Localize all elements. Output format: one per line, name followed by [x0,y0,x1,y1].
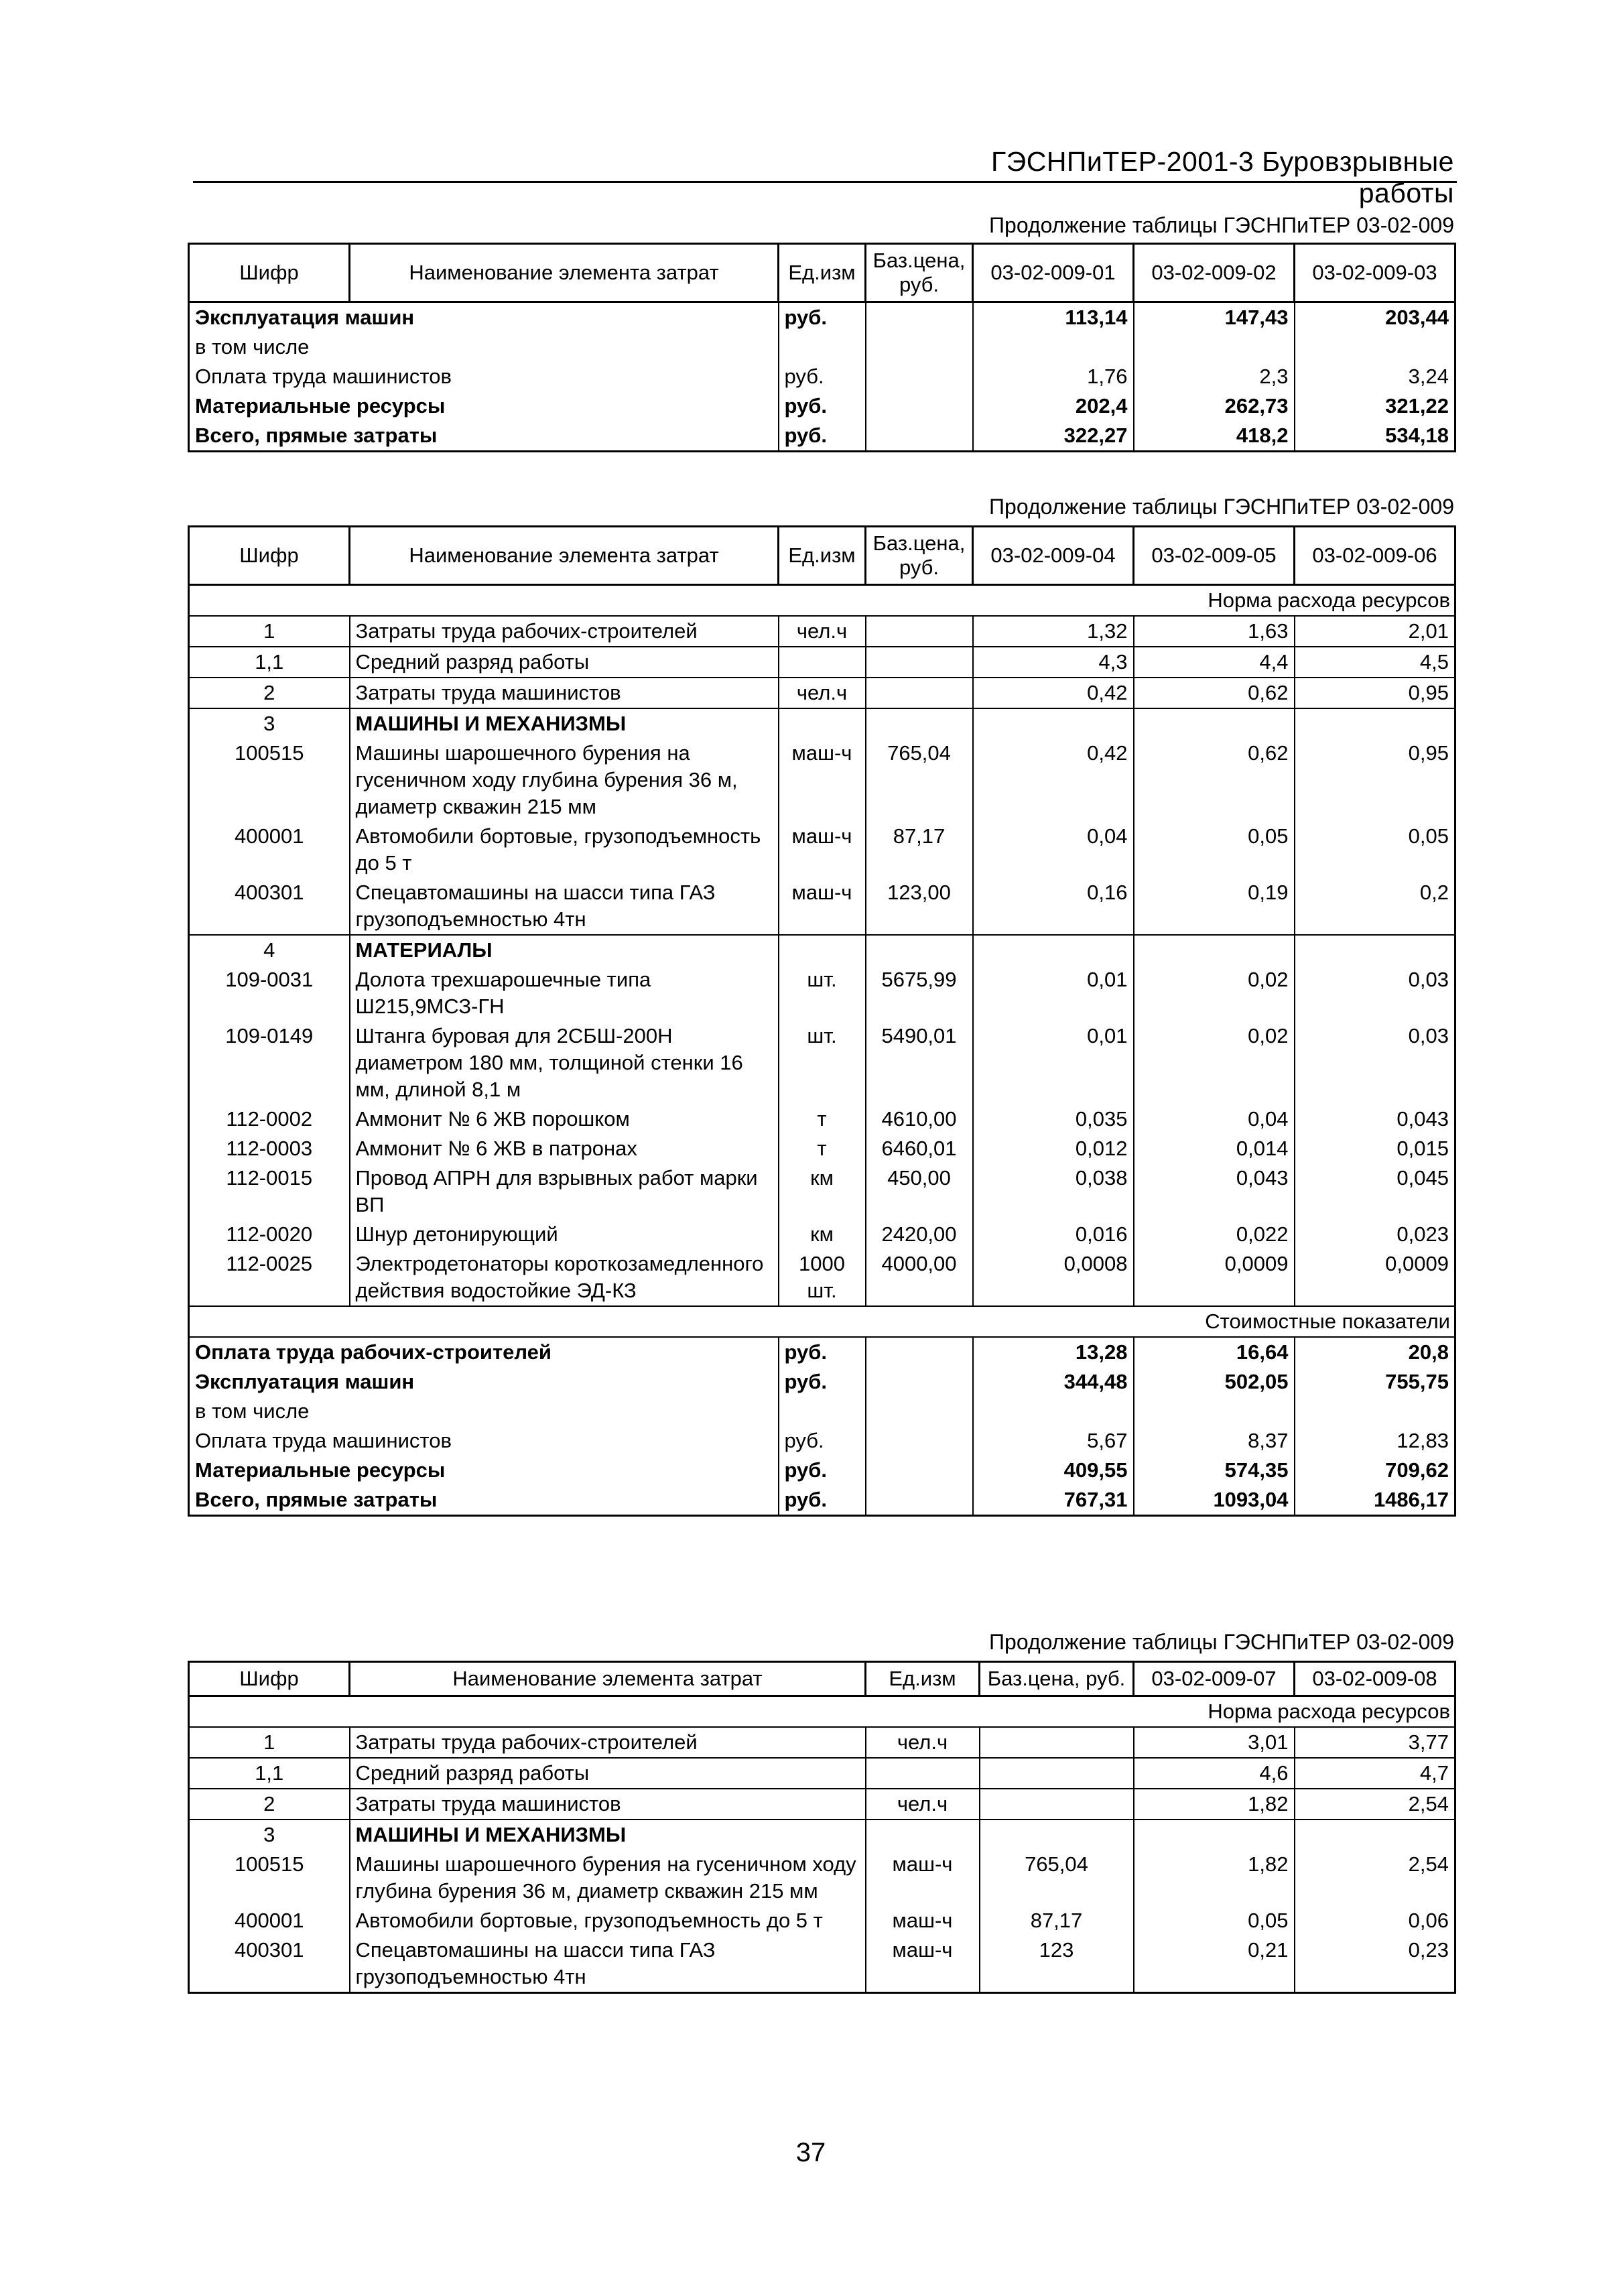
price-cell [980,1789,1134,1820]
column-header: Наименование элемента затрат [350,527,779,585]
unit-cell: чел.ч [779,678,866,708]
code-cell: 112-0003 [189,1134,350,1163]
value-cell: 0,42 [973,739,1134,822]
resource-name-cell: Средний разряд работы [350,1758,866,1789]
price-cell: 2420,00 [866,1220,973,1249]
value-cell: 0,012 [973,1134,1134,1163]
resource-name-cell: МАТЕРИАЛЫ [350,935,779,965]
value-cell [1295,935,1455,965]
resource-name-cell: Средний разряд работы [350,647,779,678]
value-cell: 0,038 [973,1163,1134,1220]
table-row [189,1397,1455,1426]
value-cell: 13,28 [973,1337,1134,1367]
unit-cell: руб. [779,362,866,391]
table-row [189,1727,1455,1758]
resource-name-cell: Спецавтомашины на шасси типа ГАЗ грузоподъемностью 4тн [350,878,779,935]
table3-norm-section [189,1696,1455,1728]
value-cell: 0,022 [1134,1220,1295,1249]
column-header: 03-02-009-03 [1295,244,1455,302]
table-row [189,1367,1455,1397]
column-header: Ед.изм [779,244,866,302]
code-cell: 112-0015 [189,1163,350,1220]
value-cell: 0,05 [1295,822,1455,878]
value-cell: 0,01 [973,965,1134,1021]
price-cell: 123,00 [866,878,973,935]
value-cell: 755,75 [1295,1367,1455,1397]
value-cell: 3,77 [1295,1727,1455,1758]
value-cell: 0,043 [1134,1163,1295,1220]
table3 [188,1661,1456,1994]
value-cell [1134,708,1295,739]
value-cell: 0,06 [1295,1906,1455,1935]
price-cell: 123 [980,1935,1134,1993]
table-row [189,1249,1455,1306]
value-cell [1295,708,1455,739]
cost-item-name: Оплата труда машинистов [189,362,779,391]
value-cell: 202,4 [973,391,1134,421]
unit-cell: руб. [779,1367,866,1397]
value-cell: 0,0008 [973,1249,1134,1306]
price-cell: 6460,01 [866,1134,973,1163]
unit-cell [779,647,866,678]
value-cell: 2,3 [1134,362,1295,391]
column-header: Наименование элемента затрат [350,1662,866,1696]
table-row [189,1789,1455,1820]
unit-cell: шт. [779,965,866,1021]
value-cell: 5,67 [973,1426,1134,1456]
value-cell: 2,01 [1295,616,1455,647]
value-cell: 1,76 [973,362,1134,391]
unit-cell: маш-ч [866,1935,980,1993]
value-cell: 0,05 [1134,822,1295,878]
resource-name-cell: Штанга буровая для 2СБШ-200Н диаметром 180 мм, толщиной стенки 16 мм, длиной 8,1 м [350,1021,779,1104]
column-header: 03-02-009-04 [973,527,1134,585]
code-cell: 1,1 [189,1758,350,1789]
resource-name-cell: Затраты труда рабочих-строителей [350,616,779,647]
value-cell: 4,4 [1134,647,1295,678]
unit-cell: шт. [779,1021,866,1104]
value-cell: 574,35 [1134,1456,1295,1485]
price-cell [866,1485,973,1516]
table3-header-row [189,1662,1455,1696]
value-cell: 113,14 [973,302,1134,333]
table-row [189,1456,1455,1485]
table-row [189,1337,1455,1367]
table-row [189,1163,1455,1220]
unit-cell: маш-ч [866,1906,980,1935]
code-cell: 3 [189,708,350,739]
value-cell: 203,44 [1295,302,1455,333]
value-cell: 4,6 [1134,1758,1295,1789]
table-row [189,1426,1455,1456]
table-row [189,1935,1455,1993]
value-cell [973,708,1134,739]
value-cell: 0,04 [973,822,1134,878]
price-cell [980,1758,1134,1789]
price-cell: 87,17 [980,1906,1134,1935]
value-cell: 0,0009 [1134,1249,1295,1306]
value-cell: 2,54 [1295,1850,1455,1906]
column-header: 03-02-009-01 [973,244,1134,302]
unit-cell [866,1820,980,1850]
code-cell: 112-0002 [189,1104,350,1134]
value-cell: 0,015 [1295,1134,1455,1163]
price-cell [866,362,973,391]
cost-item-name: Эксплуатация машин [189,1367,779,1397]
price-cell [866,332,973,362]
cost-item-name: Всего, прямые затраты [189,421,779,452]
table-row [189,1134,1455,1163]
value-cell: 0,01 [973,1021,1134,1104]
code-cell: 2 [189,678,350,708]
cost-item-name: Оплата труда рабочих-строителей [189,1337,779,1367]
table-row [189,1104,1455,1134]
unit-cell: км [779,1220,866,1249]
price-cell [866,302,973,333]
price-cell [866,1337,973,1367]
price-cell [866,421,973,452]
table-row [189,1758,1455,1789]
value-cell: 1093,04 [1134,1485,1295,1516]
price-cell [866,1426,973,1456]
value-cell: 0,23 [1295,1935,1455,1993]
value-cell: 4,5 [1295,647,1455,678]
cost-item-name: Материальные ресурсы [189,391,779,421]
value-cell: 0,95 [1295,678,1455,708]
value-cell: 4,3 [973,647,1134,678]
table-row [189,1820,1455,1850]
resource-name-cell: Провод АПРН для взрывных работ марки ВП [350,1163,779,1220]
unit-cell: т [779,1134,866,1163]
header-rule [193,181,1457,183]
value-cell: 0,03 [1295,965,1455,1021]
resource-name-cell: Затраты труда рабочих-строителей [350,1727,866,1758]
price-cell [866,708,973,739]
value-cell: 3,24 [1295,362,1455,391]
value-cell [973,1397,1134,1426]
value-cell: 0,03 [1295,1021,1455,1104]
unit-cell [779,1397,866,1426]
cost-item-name: Эксплуатация машин [189,302,779,333]
price-cell: 4000,00 [866,1249,973,1306]
value-cell: 418,2 [1134,421,1295,452]
code-cell: 3 [189,1820,350,1850]
table-row [189,391,1455,421]
price-cell: 450,00 [866,1163,973,1220]
value-cell: 20,8 [1295,1337,1455,1367]
column-header: 03-02-009-08 [1295,1662,1455,1696]
unit-cell [779,708,866,739]
value-cell: 0,04 [1134,1104,1295,1134]
value-cell: 0,043 [1295,1104,1455,1134]
price-cell [866,935,973,965]
price-cell: 5675,99 [866,965,973,1021]
column-header: 03-02-009-06 [1295,527,1455,585]
unit-cell: чел.ч [866,1789,980,1820]
column-header: 03-02-009-05 [1134,527,1295,585]
value-cell: 767,31 [973,1485,1134,1516]
table-row [189,1906,1455,1935]
resource-name-cell: МАШИНЫ И МЕХАНИЗМЫ [350,708,779,739]
code-cell: 4 [189,935,350,965]
code-cell: 109-0031 [189,965,350,1021]
value-cell: 147,43 [1134,302,1295,333]
code-cell: 400301 [189,1935,350,1993]
unit-cell: т [779,1104,866,1134]
table3-caption: Продолжение таблицы ГЭСНПиТЕР 03-02-009 [989,1630,1454,1654]
table2 [188,525,1456,1517]
unit-cell: руб. [779,391,866,421]
resource-name-cell: Машины шарошечного бурения на гусеничном ходу глубина бурения 36 м, диаметр скважин 215 мм [350,739,779,822]
value-cell: 8,37 [1134,1426,1295,1456]
unit-cell: руб. [779,421,866,452]
column-header: Баз.цена, руб. [866,527,973,585]
value-cell: 0,016 [973,1220,1134,1249]
unit-cell: маш-ч [779,822,866,878]
value-cell [1295,1397,1455,1426]
resource-name-cell: Аммонит № 6 ЖВ в патронах [350,1134,779,1163]
unit-cell: чел.ч [866,1727,980,1758]
table-row [189,1021,1455,1104]
unit-cell [779,935,866,965]
value-cell: 534,18 [1295,421,1455,452]
value-cell [1295,1820,1455,1850]
unit-cell: маш-ч [779,739,866,822]
table-row [189,362,1455,391]
price-cell: 87,17 [866,822,973,878]
price-cell [980,1727,1134,1758]
section-label: Норма расхода ресурсов [189,1696,1455,1728]
table1-header-row [189,244,1455,302]
table-row [189,822,1455,878]
column-header: 03-02-009-07 [1134,1662,1295,1696]
resource-name-cell: Машины шарошечного бурения на гусеничном ходу глубина бурения 36 м, диаметр скважин 215 мм [350,1850,866,1906]
unit-cell [866,1758,980,1789]
value-cell: 0,2 [1295,878,1455,935]
code-cell: 100515 [189,1850,350,1906]
value-cell: 1,82 [1134,1789,1295,1820]
table-row [189,302,1455,333]
value-cell: 0,045 [1295,1163,1455,1220]
code-cell: 400001 [189,822,350,878]
value-cell: 1,63 [1134,616,1295,647]
value-cell: 0,21 [1134,1935,1295,1993]
resource-name-cell: Затраты труда машинистов [350,678,779,708]
value-cell: 4,7 [1295,1758,1455,1789]
price-cell [980,1820,1134,1850]
table-row [189,739,1455,822]
column-header: Наименование элемента затрат [350,244,779,302]
table-row [189,421,1455,452]
price-cell [866,616,973,647]
table-row [189,647,1455,678]
unit-cell: руб. [779,1485,866,1516]
unit-cell: руб. [779,302,866,333]
value-cell: 709,62 [1295,1456,1455,1485]
value-cell: 0,95 [1295,739,1455,822]
column-header: Шифр [189,1662,350,1696]
unit-cell: руб. [779,1337,866,1367]
value-cell [973,935,1134,965]
column-header: Шифр [189,527,350,585]
value-cell: 0,05 [1134,1906,1295,1935]
price-cell [866,1367,973,1397]
value-cell: 0,0009 [1295,1249,1455,1306]
value-cell: 0,62 [1134,678,1295,708]
value-cell: 3,01 [1134,1727,1295,1758]
cost-item-name: в том числе [189,1397,779,1426]
code-cell: 1 [189,1727,350,1758]
table-row [189,678,1455,708]
resource-name-cell: Автомобили бортовые, грузоподъемность до 5 т [350,1906,866,1935]
column-header: Ед.изм [779,527,866,585]
column-header: 03-02-009-02 [1134,244,1295,302]
value-cell: 2,54 [1295,1789,1455,1820]
section-label: Норма расхода ресурсов [189,585,1455,617]
value-cell [1295,332,1455,362]
code-cell: 1,1 [189,647,350,678]
cost-item-name: в том числе [189,332,779,362]
unit-cell: маш-ч [779,878,866,935]
resource-name-cell: Электродетонаторы короткозамедленного действия водостойкие ЭД-КЗ [350,1249,779,1306]
table2-norm-section [189,585,1455,617]
table-row [189,935,1455,965]
unit-cell: 1000 шт. [779,1249,866,1306]
unit-cell: маш-ч [866,1850,980,1906]
resource-name-cell: Спецавтомашины на шасси типа ГАЗ грузоподъемностью 4тн [350,1935,866,1993]
value-cell [1134,1397,1295,1426]
code-cell: 109-0149 [189,1021,350,1104]
value-cell: 409,55 [973,1456,1134,1485]
unit-cell: км [779,1163,866,1220]
column-header: Ед.изм [866,1662,980,1696]
table1 [188,243,1456,452]
column-header: Баз.цена, руб. [980,1662,1134,1696]
value-cell: 0,62 [1134,739,1295,822]
value-cell: 502,05 [1134,1367,1295,1397]
table-row [189,708,1455,739]
cost-item-name: Оплата труда машинистов [189,1426,779,1456]
price-cell: 5490,01 [866,1021,973,1104]
code-cell: 400001 [189,1906,350,1935]
price-cell: 765,04 [866,739,973,822]
value-cell: 0,023 [1295,1220,1455,1249]
price-cell: 765,04 [980,1850,1134,1906]
section-label: Стоимостные показатели [189,1306,1455,1337]
value-cell: 0,02 [1134,965,1295,1021]
table2-caption: Продолжение таблицы ГЭСНПиТЕР 03-02-009 [989,495,1454,519]
value-cell: 0,02 [1134,1021,1295,1104]
column-header: Баз.цена, руб. [866,244,973,302]
value-cell [1134,935,1295,965]
value-cell: 0,19 [1134,878,1295,935]
value-cell: 322,27 [973,421,1134,452]
table-row [189,1485,1455,1516]
code-cell: 112-0020 [189,1220,350,1249]
price-cell [866,647,973,678]
cost-item-name: Всего, прямые затраты [189,1485,779,1516]
resource-name-cell: МАШИНЫ И МЕХАНИЗМЫ [350,1820,866,1850]
value-cell [1134,1820,1295,1850]
code-cell: 1 [189,616,350,647]
price-cell: 4610,00 [866,1104,973,1134]
table-row [189,1220,1455,1249]
table-row [189,1850,1455,1906]
value-cell [973,332,1134,362]
value-cell: 0,035 [973,1104,1134,1134]
value-cell: 0,16 [973,878,1134,935]
page-number: 37 [795,2138,826,2167]
table2-header-row [189,527,1455,585]
price-cell [866,678,973,708]
value-cell: 16,64 [1134,1337,1295,1367]
table-row [189,332,1455,362]
column-header: Шифр [189,244,350,302]
value-cell: 1,82 [1134,1850,1295,1906]
cost-item-name: Материальные ресурсы [189,1456,779,1485]
value-cell: 344,48 [973,1367,1134,1397]
code-cell: 400301 [189,878,350,935]
value-cell: 0,42 [973,678,1134,708]
unit-cell: чел.ч [779,616,866,647]
code-cell: 100515 [189,739,350,822]
resource-name-cell: Автомобили бортовые, грузоподъемность до 5 т [350,822,779,878]
value-cell: 1,32 [973,616,1134,647]
code-cell: 112-0025 [189,1249,350,1306]
value-cell: 12,83 [1295,1426,1455,1456]
resource-name-cell: Шнур детонирующий [350,1220,779,1249]
unit-cell: руб. [779,1456,866,1485]
value-cell: 1486,17 [1295,1485,1455,1516]
table-row [189,616,1455,647]
table-row [189,878,1455,935]
price-cell [866,391,973,421]
table2-cost-section [189,1306,1455,1337]
value-cell: 321,22 [1295,391,1455,421]
unit-cell [779,332,866,362]
table-row [189,965,1455,1021]
resource-name-cell: Аммонит № 6 ЖВ порошком [350,1104,779,1134]
table1-caption: Продолжение таблицы ГЭСНПиТЕР 03-02-009 [989,213,1454,237]
page-header-title: ГЭСНПиТЕР-2001-3 Буровзрывные работы [991,146,1454,208]
code-cell: 2 [189,1789,350,1820]
value-cell: 0,014 [1134,1134,1295,1163]
resource-name-cell: Долота трехшарошечные типа Ш215,9МСЗ-ГН [350,965,779,1021]
price-cell [866,1456,973,1485]
value-cell [1134,332,1295,362]
resource-name-cell: Затраты труда машинистов [350,1789,866,1820]
price-cell [866,1397,973,1426]
unit-cell: руб. [779,1426,866,1456]
value-cell: 262,73 [1134,391,1295,421]
